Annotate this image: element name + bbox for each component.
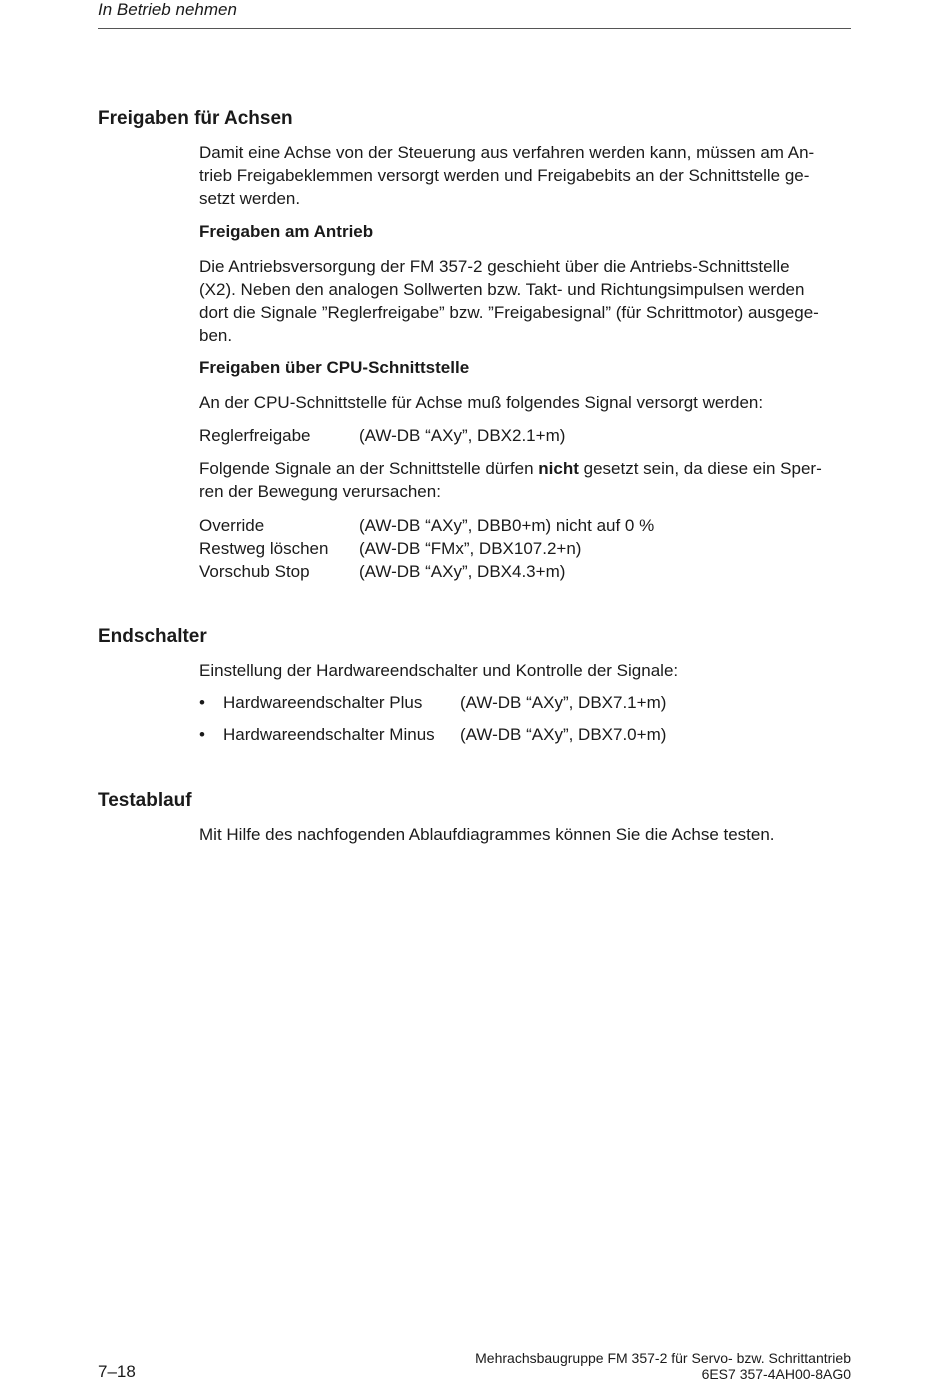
signal-value: (AW-DB “AXy”, DBX4.3+m)	[359, 562, 566, 581]
antrieb-line: Die Antriebsversorgung der FM 357-2 geschieht über die Antriebs-Schnittstelle	[199, 257, 790, 276]
bullet-item-plus	[199, 693, 666, 713]
antrieb-line: ben.	[199, 326, 233, 345]
signal-row-vorschub	[199, 560, 565, 583]
signal-name: Reglerfreigabe	[199, 426, 311, 445]
subheading-cpu: Freigaben über CPU-Schnittstelle	[199, 358, 470, 377]
footer-order-number: 6ES7 357-4AH00-8AG0	[701, 1366, 851, 1382]
bullet-name: Hardwareendschalter Plus	[223, 693, 423, 712]
antrieb-line: dort die Signale ”Reglerfreigabe” bzw. ”Freigabesignal” (für Schrittmotor) ausgege-	[199, 303, 819, 322]
endschalter-paragraph: Einstellung der Hardwareendschalter und Kontrolle der Signale:	[199, 661, 679, 680]
antrieb-line: (X2). Neben den analogen Sollwerten bzw. Takt- und Richtungsimpulsen werden	[199, 280, 805, 299]
cpu-paragraph: An der CPU-Schnittstelle für Achse muß folgendes Signal versorgt werden:	[199, 393, 764, 412]
bullet-value: (AW-DB “AXy”, DBX7.0+m)	[460, 725, 667, 744]
signal-row	[199, 424, 565, 447]
emphasis-nicht: nicht	[538, 459, 579, 478]
signal-value: (AW-DB “AXy”, DBX2.1+m)	[359, 426, 566, 445]
blocking-paragraph	[199, 457, 851, 503]
header-rule	[98, 28, 851, 29]
signal-name: Override	[199, 516, 265, 535]
subheading-antrieb: Freigaben am Antrieb	[199, 222, 374, 241]
bullet-icon: •	[199, 725, 205, 744]
signal-value: (AW-DB “FMx”, DBX107.2+n)	[359, 539, 582, 558]
intro-paragraph	[199, 141, 851, 210]
signal-name: Restweg löschen	[199, 539, 329, 558]
section-heading-endschalter: Endschalter	[98, 626, 207, 647]
blocking-line: ren der Bewegung verursachen:	[199, 482, 441, 501]
page-number: 7–18	[98, 1362, 136, 1381]
signal-name: Vorschub Stop	[199, 562, 310, 581]
antrieb-paragraph	[199, 255, 851, 347]
signal-value: (AW-DB “AXy”, DBB0+m) nicht auf 0 %	[359, 516, 655, 535]
blocking-line: Folgende Signale an der Schnittstelle dürfen nicht gesetzt sein, da diese ein Sper-	[199, 459, 822, 478]
signal-row-override	[199, 514, 654, 537]
intro-line: setzt werden.	[199, 189, 301, 208]
intro-line: trieb Freigabeklemmen versorgt werden und Freigabebits an der Schnittstelle ge-	[199, 166, 810, 185]
bullet-name: Hardwareendschalter Minus	[223, 725, 435, 744]
section-heading-freigaben: Freigaben für Achsen	[98, 108, 293, 129]
signal-row-restweg	[199, 537, 581, 560]
section-heading-testablauf: Testablauf	[98, 790, 192, 811]
intro-line: Damit eine Achse von der Steuerung aus verfahren werden kann, müssen am An-	[199, 143, 815, 162]
footer-title: Mehrachsbaugruppe FM 357-2 für Servo- bzw. Schrittantrieb	[475, 1350, 851, 1366]
running-header: In Betrieb nehmen	[98, 0, 237, 19]
bullet-value: (AW-DB “AXy”, DBX7.1+m)	[460, 693, 667, 712]
bullet-item-minus	[199, 725, 666, 745]
bullet-icon: •	[199, 693, 205, 712]
testablauf-paragraph: Mit Hilfe des nachfogenden Ablaufdiagrammes können Sie die Achse testen.	[199, 825, 775, 844]
footer-document-info	[475, 1350, 851, 1382]
